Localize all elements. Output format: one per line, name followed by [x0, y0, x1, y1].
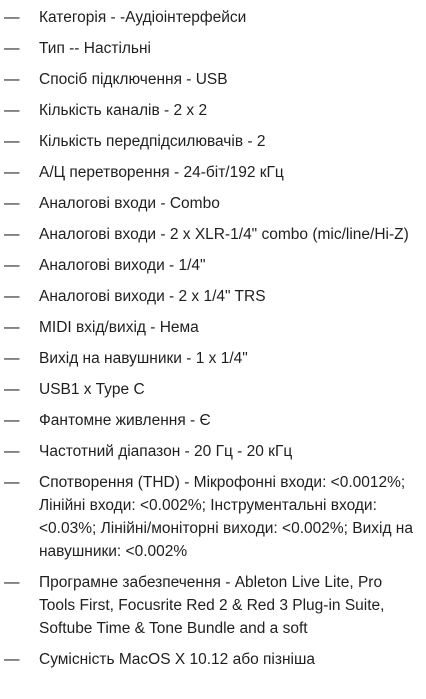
spec-text: Спотворення (THD) - Мікрофонні входи: <0.0012%; Лінійні входи: <0.002%; Інструментальні входи: <0.03%; Лінійні/моніторні виходи: <0.002%; Вихід на навушники: <0.002% — [39, 474, 413, 560]
spec-item-ad-conversion — [0, 161, 426, 184]
spec-text: Кількість передпідсилювачів - 2 — [39, 133, 266, 150]
spec-text: Кількість каналів - 2 x 2 — [39, 102, 208, 119]
dash-bullet: — — [4, 40, 20, 57]
spec-item-software — [0, 571, 426, 640]
dash-bullet: — — [4, 9, 20, 26]
dash-bullet: — — [4, 350, 20, 367]
dash-bullet: — — [4, 257, 20, 274]
dash-bullet: — — [4, 381, 20, 398]
dash-bullet: — — [4, 226, 20, 243]
spec-item-usb — [0, 378, 426, 401]
spec-text: А/Ц перетворення - 24-біт/192 кГц — [39, 164, 284, 181]
spec-item-compatibility — [0, 648, 426, 671]
dash-bullet: — — [4, 164, 20, 181]
spec-text: Категорія - -Аудіоінтерфейси — [39, 9, 247, 26]
spec-text: Аналогові входи - 2 x XLR-1/4" combo (mic/line/Hi-Z) — [39, 226, 409, 243]
dash-bullet: — — [4, 288, 20, 305]
spec-item-analog-outputs — [0, 254, 426, 277]
dash-bullet: — — [4, 319, 20, 336]
spec-item-type — [0, 37, 426, 60]
spec-text: Сумісність MacOS X 10.12 або пізніша — [39, 651, 316, 668]
spec-text: Фантомне живлення - Є — [39, 412, 211, 429]
dash-bullet: — — [4, 71, 20, 88]
spec-text: Тип -- Настільні — [39, 40, 152, 57]
spec-item-phantom-power — [0, 409, 426, 432]
dash-bullet: — — [4, 412, 20, 429]
dash-bullet: — — [4, 474, 20, 491]
spec-text: Спосіб підключення - USB — [39, 71, 228, 88]
spec-text: Вихід на навушники - 1 x 1/4" — [39, 350, 248, 367]
spec-text: MIDI вхід/вихід - Нема — [39, 319, 199, 336]
spec-item-analog-inputs-detail — [0, 223, 426, 246]
spec-text: Частотний діапазон - 20 Гц - 20 кГц — [39, 443, 293, 460]
dash-bullet: — — [4, 574, 20, 591]
dash-bullet: — — [4, 651, 20, 668]
spec-item-analog-outputs-detail — [0, 285, 426, 308]
spec-item-connection — [0, 68, 426, 91]
dash-bullet: — — [4, 133, 20, 150]
dash-bullet: — — [4, 195, 20, 212]
dash-bullet: — — [4, 443, 20, 460]
spec-text: Програмне забезпечення - Ableton Live Lite, Pro Tools First, Focusrite Red 2 & Red 3 Plug-in Suite, Softube Time & Tone Bundle and a soft — [39, 574, 385, 637]
spec-item-thd — [0, 471, 426, 563]
dash-bullet: — — [4, 102, 20, 119]
spec-text: Аналогові входи - Combo — [39, 195, 220, 212]
spec-text: Аналогові виходи - 1/4" — [39, 257, 206, 274]
spec-item-midi — [0, 316, 426, 339]
spec-item-frequency-range — [0, 440, 426, 463]
spec-item-preamps — [0, 130, 426, 153]
spec-item-channels — [0, 99, 426, 122]
spec-item-analog-inputs — [0, 192, 426, 215]
spec-item-category — [0, 6, 426, 29]
spec-item-headphones — [0, 347, 426, 370]
spec-text: USB1 x Type C — [39, 381, 145, 398]
spec-text: Аналогові виходи - 2 x 1/4" TRS — [39, 288, 266, 305]
